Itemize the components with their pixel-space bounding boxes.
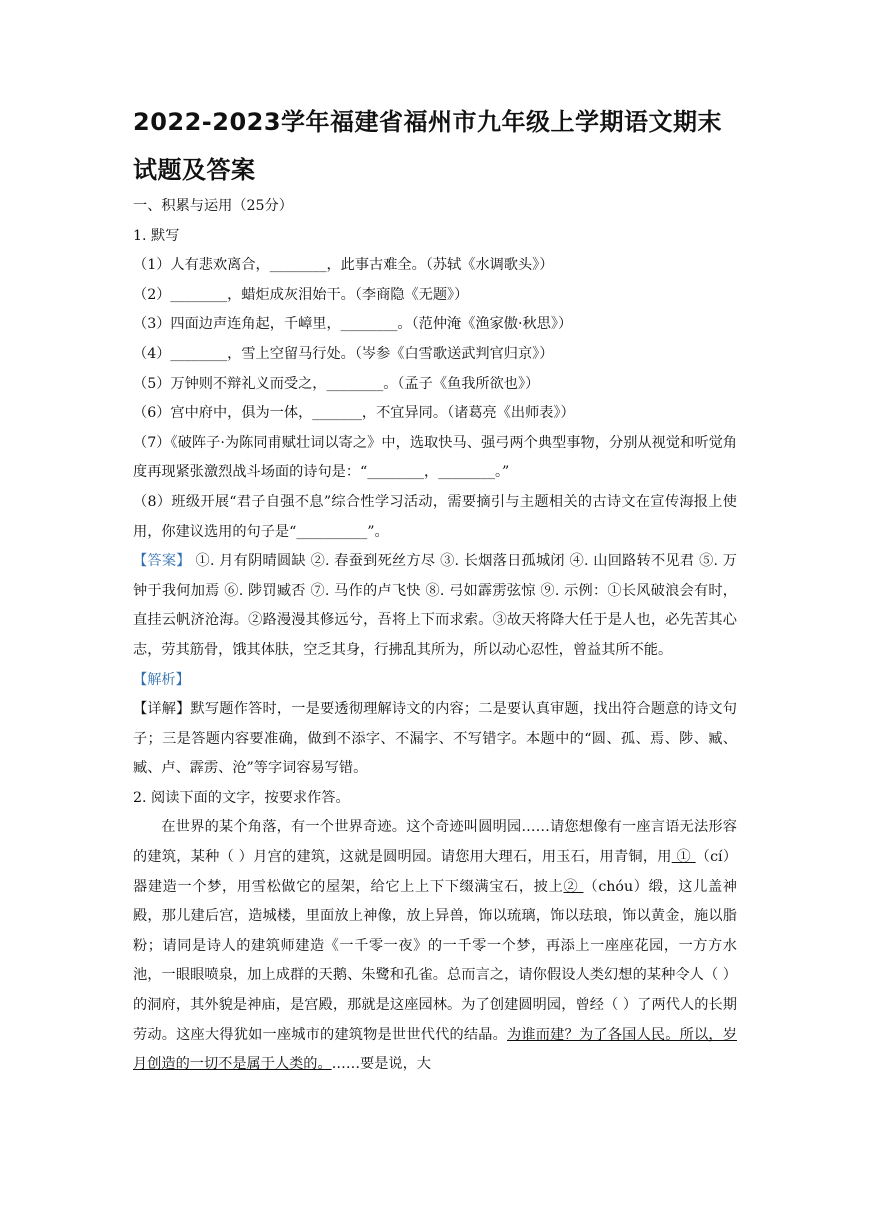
analysis-tag: 【解析】 xyxy=(133,671,190,688)
answer-text: ①. 月有阴晴圆缺 ②. 春蚕到死丝方尽 ③. 长烟落日孤城闭 ④. 山回路转不见君 ⑤. 万钟于我何加焉 ⑥. 陟罚臧否 ⑦. 马作的卢飞快 ⑧. 弓如霹雳弦惊 ⑨. 示例：①长风破浪会有时，直挂云帆济沧海。②路漫漫其修远兮，吾将上下而求索。③故天将降大任于是人也，必先苦其心志，劳其筋骨，饿其体肤，空乏其身，行拂乱其所为，所以动心忍性，曾益其所不能。 xyxy=(133,553,737,658)
document-body xyxy=(133,192,737,1080)
answer-block xyxy=(133,547,737,665)
question-2-heading: 2. 阅读下面的文字，按要求作答。 xyxy=(133,789,350,806)
question-1-item: （5）万钟则不辩礼义而受之，________。（孟子《鱼我所欲也》） xyxy=(133,375,540,392)
question-1-item: （1）人有悲欢离合，________，此事古难全。（苏轼《水调歌头》） xyxy=(133,257,554,274)
section-heading: 一、积累与运用（25分） xyxy=(133,198,293,214)
passage-text: （cí）器建造一个梦，用雪松做它的屋架，给它上上下下缀满宝石，披上 xyxy=(133,849,738,895)
question-1-item: （8）班级开展“君子自强不息”综合性学习活动，需要摘引与主题相关的古诗文在宣传海报上使用，你建议选用的句子是“__________”。 xyxy=(133,493,737,540)
detail-text: 【详解】默写题作答时，一是要透彻理解诗文的内容；二是要认真审题，找出符合题意的诗文句子；三是答题内容要准确，做到不添字、不漏字、不写错字。本题中的“圆、孤、焉、陟、臧、臧、卢、霹雳、沧”等字词容易写错。 xyxy=(133,701,737,777)
passage-text: （chóu）缎，这儿盖神殿，那儿建后宫，造城楼，里面放上神像，放上异兽，饰以琉璃，饰以珐琅，饰以黄金，施以脂粉；请同是诗人的建筑师建造《一千零一夜》的一千零一个梦，再添上一座座花园，一方方水池，一眼眼喷泉，加上成群的天鹅、朱鹭和孔雀。总而言之，请你假设人类幻想的某种令人（ ）的洞府，其外貌是神庙，是宫殿，那就是这座园林。为了创建圆明园，曾经（ ）了两代人的长期劳动。这座大得犹如一座城市的建筑物是世世代代的结晶。 xyxy=(133,878,737,1043)
question-1-item: （2）________，蜡炬成灰泪始干。（李商隐《无题》） xyxy=(133,286,469,303)
question-1-item: （3）四面边声连角起，千嶂里，________。（范仲淹《渔家傲·秋思》） xyxy=(133,316,573,333)
question-1-item: （4）________，雪上空留马行处。（岑参《白雪歌送武判官归京》） xyxy=(133,345,554,362)
blank-2: ② xyxy=(563,878,584,895)
blank-1: ① xyxy=(671,849,696,866)
answer-tag: 【答案】 xyxy=(133,553,191,570)
question-1-item: （6）宫中府中，俱为一体，_______，不宜异同。（诸葛亮《出师表》） xyxy=(133,405,575,422)
passage-tail: ……要是说，大 xyxy=(331,1056,431,1073)
page-title: 2022-2023学年福建省福州市九年级上学期语文期末试题及答案 xyxy=(133,108,723,184)
underlined-sentence: 为谁而建？为了各国人民。所以，岁月创造的一切不是属于人类的。 xyxy=(133,1026,737,1073)
question-1-heading: 1. 默写 xyxy=(133,227,180,244)
passage-text: 在世界的某个角落，有一个世界奇迹。这个奇迹叫圆明园……请您想像有一座言语无法形容的建筑，某种（ ）月宫的建筑，这就是圆明园。请您用大理石，用玉石，用青铜，用 xyxy=(133,819,737,866)
question-1-item: （7）《破阵子·为陈同甫赋壮词以寄之》中，选取快马、强弓两个典型事物，分别从视觉和听觉角度再现紧张激烈战斗场面的诗句是：“________，________。” xyxy=(133,434,737,481)
reading-passage xyxy=(133,813,737,1079)
